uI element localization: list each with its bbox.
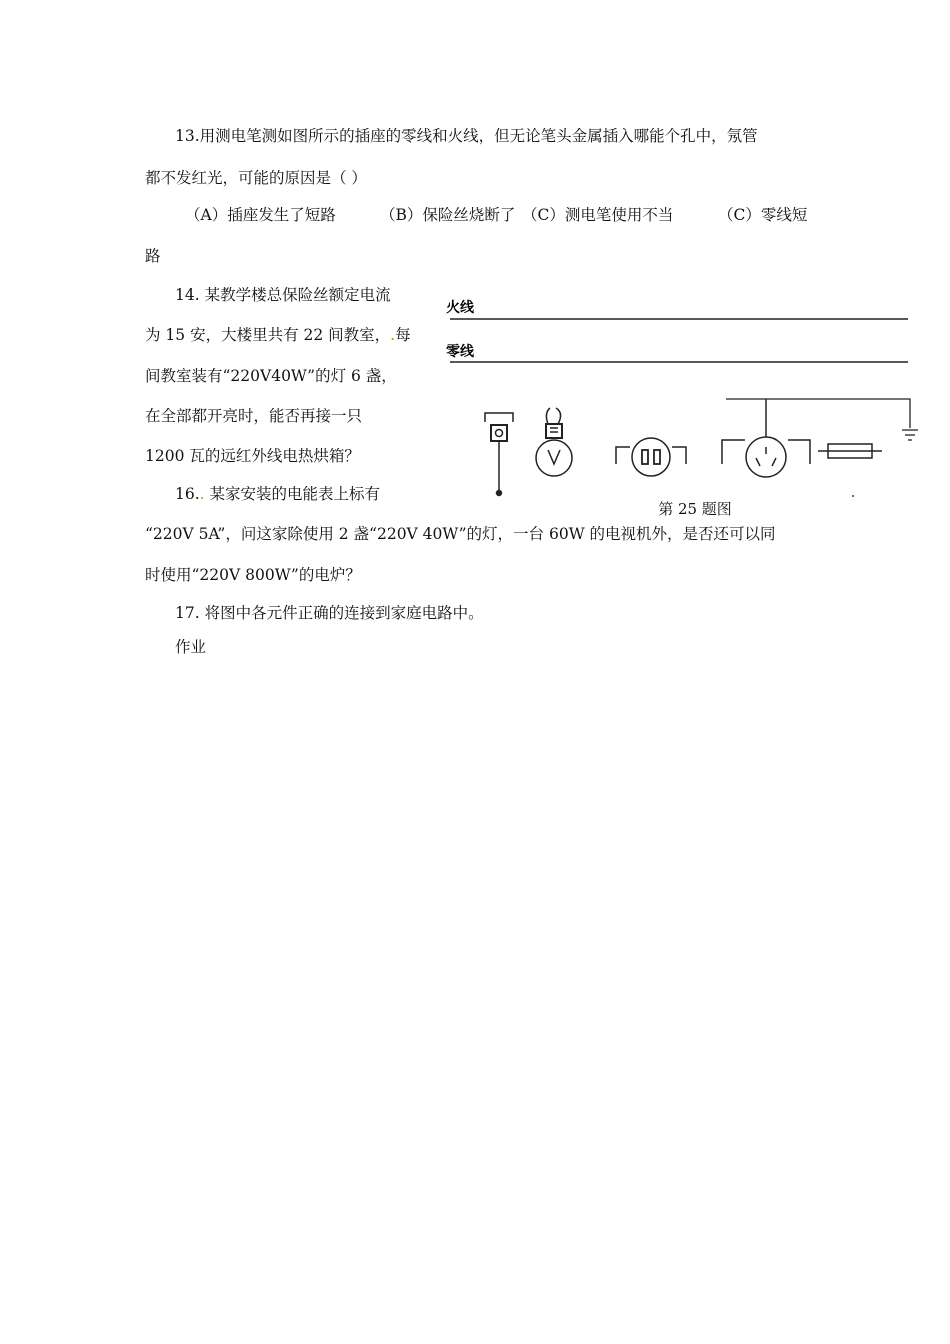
q14-line2a: 为 15 安，大楼里共有 22 间教室， — [145, 326, 391, 344]
q14-line1: 14. 某教学楼总保险丝额定电流 — [175, 286, 391, 304]
q13-option-b: （B）保险丝烧断了 — [380, 206, 516, 224]
q16-line1 — [175, 484, 380, 504]
live-wire-label: 火线 — [446, 300, 474, 316]
q17-text: 17. 将图中各元件正确的连接到家庭电路中。 — [175, 604, 484, 622]
q16-number: 16. — [175, 485, 200, 503]
homework-label: 作业 — [175, 638, 207, 656]
q14-line5: 1200 瓦的远红外线电热烘箱？ — [145, 447, 360, 465]
q16-line2: “220V 5A”，问这家除使用 2 盏“220V 40W”的灯，一台 60W 的电视机外，是否还可以同 — [145, 525, 776, 543]
q14-line3: 间教室装有“220V40W”的灯 6 盏， — [145, 367, 397, 385]
q13-option-a: （A）插座发生了短路 — [185, 206, 336, 224]
q13-option-d: （C）零线短 — [718, 206, 808, 224]
q16-line3: 时使用“220V 800W”的电炉？ — [145, 566, 361, 584]
q14-line4 — [145, 406, 413, 426]
circuit-figure — [440, 282, 920, 522]
lamp-icon — [536, 408, 572, 476]
q16-line1-text: 某家安装的电能表上标有 — [204, 485, 381, 503]
fuse-icon — [818, 444, 882, 458]
neutral-wire-label: 零线 — [446, 344, 474, 360]
two-pin-socket-icon — [616, 438, 686, 476]
q16-mark: . — [199, 485, 205, 503]
q14-line2b: 每 — [395, 326, 411, 344]
q13-option-c: （C）测电笔使用不当 — [522, 206, 674, 224]
circuit-diagram — [440, 282, 920, 522]
stray-dot — [852, 495, 854, 497]
q13-line1: 13.用测电笔测如图所示的插座的零线和火线，但无论笔头金属插入哪能个孔中，氖管 — [175, 127, 758, 145]
q13-line4: 路 — [145, 247, 161, 265]
q14-line4-text: 在全部都开亮时，能否再接一只 — [145, 407, 363, 425]
figure-caption: 第 25 题图 — [658, 500, 732, 518]
pull-switch-icon — [485, 413, 513, 496]
q14-line2 — [145, 325, 411, 345]
three-pin-socket-icon — [722, 399, 810, 477]
q14-mark: . — [390, 326, 396, 344]
ground-wire — [726, 399, 918, 440]
q13-line2: 都不发红光，可能的原因是（ ） — [145, 169, 367, 187]
